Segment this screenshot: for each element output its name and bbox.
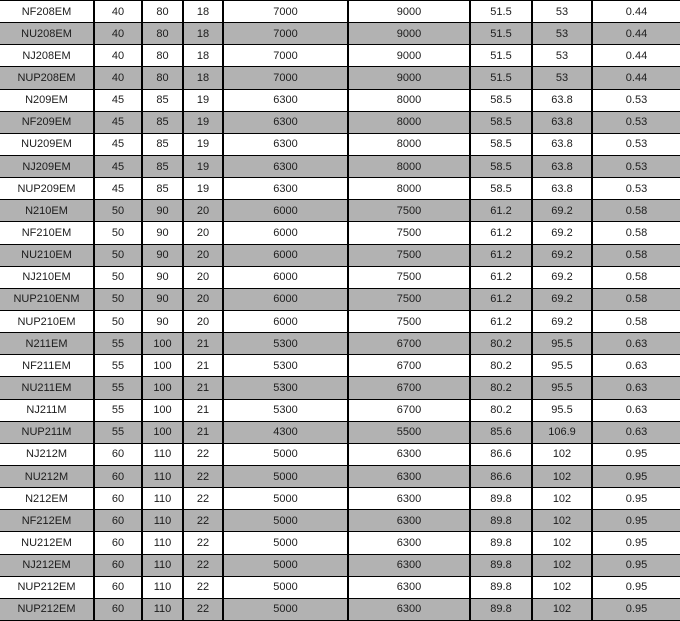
value-cell: 100 <box>143 400 184 421</box>
value-cell: 21 <box>184 355 224 376</box>
model-cell: NU210EM <box>0 245 95 266</box>
value-cell: 53 <box>533 67 593 88</box>
value-cell: 110 <box>143 510 184 531</box>
value-cell: 89.8 <box>471 532 533 553</box>
value-cell: 0.63 <box>625 381 648 394</box>
value-cell: 45 <box>95 156 143 177</box>
value-cell: 0.95 <box>625 470 648 483</box>
value-cell: 6000 <box>224 222 349 243</box>
value-cell: 110 <box>143 532 184 553</box>
value-cell: 95.5 <box>533 377 593 398</box>
value-cell: 80 <box>143 45 184 66</box>
value-cell: 63.8 <box>533 90 593 111</box>
value-cell: 21 <box>184 333 224 354</box>
value-cell: 110 <box>143 555 184 576</box>
value-cell: 90 <box>143 311 184 332</box>
value-cell: 110 <box>143 444 184 465</box>
value-cell: 61.2 <box>471 289 533 310</box>
value-cell: 0.63 <box>625 426 648 439</box>
value-cell: 6300 <box>349 555 471 576</box>
value-cell: 0.95 <box>625 559 648 572</box>
value-cell: 58.5 <box>471 178 533 199</box>
value-cell: 61.2 <box>471 222 533 243</box>
value-cell: 45 <box>95 90 143 111</box>
value-cell: 86.6 <box>471 466 533 487</box>
value-cell: 20 <box>184 289 224 310</box>
value-cell: 9000 <box>349 1 471 22</box>
value-cell: 5000 <box>224 488 349 509</box>
value-cell: 6700 <box>349 355 471 376</box>
value-cell: 55 <box>95 377 143 398</box>
model-cell: NU209EM <box>0 134 95 155</box>
value-cell: 60 <box>95 577 143 598</box>
value-cell: 6300 <box>224 178 349 199</box>
value-cell: 18 <box>184 67 224 88</box>
value-cell: 7500 <box>349 311 471 332</box>
value-cell: 0.95 <box>625 514 648 527</box>
value-cell: 50 <box>95 267 143 288</box>
value-cell: 90 <box>143 267 184 288</box>
value-cell: 6300 <box>224 156 349 177</box>
model-cell: NUP209EM <box>0 178 95 199</box>
value-cell: 58.5 <box>471 134 533 155</box>
value-cell: 53 <box>533 1 593 22</box>
value-cell: 60 <box>95 599 143 620</box>
value-cell: 85 <box>143 156 184 177</box>
value-cell: 7000 <box>224 23 349 44</box>
value-cell: 7500 <box>349 245 471 266</box>
value-cell: 102 <box>533 466 593 487</box>
value-cell: 69.2 <box>533 267 593 288</box>
model-cell: NUP210ENM <box>0 289 95 310</box>
table-row <box>0 178 680 200</box>
value-cell: 102 <box>533 555 593 576</box>
model-cell: NUP212EM <box>0 599 95 620</box>
value-cell: 7500 <box>349 289 471 310</box>
table-row <box>0 532 680 554</box>
value-cell: 80.2 <box>471 377 533 398</box>
value-cell: 80.2 <box>471 400 533 421</box>
value-cell: 19 <box>184 178 224 199</box>
value-cell: 85 <box>143 112 184 133</box>
value-cell: 6300 <box>349 466 471 487</box>
value-cell: 0.53 <box>625 160 648 173</box>
value-cell: 106.9 <box>533 422 593 443</box>
value-cell: 40 <box>95 67 143 88</box>
value-cell: 85 <box>143 90 184 111</box>
value-cell: 5000 <box>224 532 349 553</box>
value-cell: 61.2 <box>471 311 533 332</box>
value-cell: 0.53 <box>625 116 648 129</box>
value-cell: 22 <box>184 444 224 465</box>
value-cell: 19 <box>184 134 224 155</box>
value-cell: 5000 <box>224 555 349 576</box>
value-cell: 0.44 <box>625 49 648 62</box>
value-cell: 53 <box>533 45 593 66</box>
value-cell: 50 <box>95 200 143 221</box>
model-cell: NJ208EM <box>0 45 95 66</box>
value-cell: 55 <box>95 355 143 376</box>
value-cell: 51.5 <box>471 67 533 88</box>
table-row <box>0 599 680 621</box>
value-cell: 6700 <box>349 377 471 398</box>
value-cell: 22 <box>184 488 224 509</box>
value-cell: 6300 <box>349 532 471 553</box>
table-row <box>0 112 680 134</box>
value-cell: 5000 <box>224 599 349 620</box>
value-cell: 20 <box>184 245 224 266</box>
value-cell: 53 <box>533 23 593 44</box>
value-cell: 45 <box>95 178 143 199</box>
value-cell: 0.58 <box>625 204 648 217</box>
value-cell: 0.63 <box>625 404 648 417</box>
value-cell: 20 <box>184 311 224 332</box>
value-cell: 0.44 <box>625 5 648 18</box>
model-cell: NU208EM <box>0 23 95 44</box>
value-cell: 21 <box>184 422 224 443</box>
value-cell: 0.44 <box>625 71 648 84</box>
table-row <box>0 23 680 45</box>
table-row <box>0 45 680 67</box>
value-cell: 60 <box>95 488 143 509</box>
value-cell: 0.58 <box>625 249 648 262</box>
value-cell: 110 <box>143 599 184 620</box>
value-cell: 69.2 <box>533 222 593 243</box>
value-cell: 61.2 <box>471 245 533 266</box>
value-cell: 7500 <box>349 267 471 288</box>
value-cell: 102 <box>533 444 593 465</box>
model-cell: NU212M <box>0 466 95 487</box>
table-row <box>0 400 680 422</box>
value-cell: 7500 <box>349 200 471 221</box>
model-cell: NUP211M <box>0 422 95 443</box>
value-cell: 50 <box>95 311 143 332</box>
value-cell: 85 <box>143 134 184 155</box>
value-cell: 100 <box>143 422 184 443</box>
value-cell: 95.5 <box>533 355 593 376</box>
value-cell: 40 <box>95 1 143 22</box>
value-cell: 9000 <box>349 23 471 44</box>
value-cell: 51.5 <box>471 45 533 66</box>
value-cell: 63.8 <box>533 156 593 177</box>
value-cell: 5300 <box>224 377 349 398</box>
value-cell: 55 <box>95 422 143 443</box>
value-cell: 18 <box>184 45 224 66</box>
value-cell: 110 <box>143 577 184 598</box>
table-row <box>0 134 680 156</box>
value-cell: 0.53 <box>625 182 648 195</box>
value-cell: 60 <box>95 444 143 465</box>
value-cell: 6700 <box>349 333 471 354</box>
table-row <box>0 1 680 23</box>
value-cell: 8000 <box>349 112 471 133</box>
value-cell: 8000 <box>349 156 471 177</box>
model-cell: N209EM <box>0 90 95 111</box>
value-cell: 60 <box>95 532 143 553</box>
value-cell: 6000 <box>224 311 349 332</box>
table-row <box>0 510 680 532</box>
model-cell: NF211EM <box>0 355 95 376</box>
table-row <box>0 355 680 377</box>
table-row <box>0 466 680 488</box>
value-cell: 5300 <box>224 333 349 354</box>
table-row <box>0 289 680 311</box>
value-cell: 102 <box>533 532 593 553</box>
value-cell: 90 <box>143 289 184 310</box>
value-cell: 19 <box>184 156 224 177</box>
value-cell: 5000 <box>224 444 349 465</box>
value-cell: 40 <box>95 45 143 66</box>
value-cell: 80 <box>143 67 184 88</box>
value-cell: 61.2 <box>471 200 533 221</box>
value-cell: 6000 <box>224 245 349 266</box>
value-cell: 102 <box>533 488 593 509</box>
value-cell: 102 <box>533 599 593 620</box>
value-cell: 4300 <box>224 422 349 443</box>
value-cell: 85 <box>143 178 184 199</box>
value-cell: 69.2 <box>533 200 593 221</box>
value-cell: 102 <box>533 510 593 531</box>
table-row <box>0 267 680 289</box>
value-cell: 6300 <box>349 577 471 598</box>
value-cell: 22 <box>184 532 224 553</box>
table-row <box>0 311 680 333</box>
value-cell: 60 <box>95 510 143 531</box>
table-row <box>0 488 680 510</box>
model-cell: NJ212M <box>0 444 95 465</box>
value-cell: 95.5 <box>533 333 593 354</box>
value-cell: 100 <box>143 333 184 354</box>
value-cell: 89.8 <box>471 555 533 576</box>
value-cell: 6300 <box>224 112 349 133</box>
model-cell: N212EM <box>0 488 95 509</box>
model-cell: NU211EM <box>0 377 95 398</box>
value-cell: 8000 <box>349 90 471 111</box>
value-cell: 7000 <box>224 67 349 88</box>
value-cell: 0.53 <box>625 94 648 107</box>
value-cell: 45 <box>95 112 143 133</box>
table-row <box>0 222 680 244</box>
value-cell: 18 <box>184 23 224 44</box>
value-cell: 6300 <box>224 134 349 155</box>
value-cell: 5300 <box>224 355 349 376</box>
value-cell: 20 <box>184 267 224 288</box>
value-cell: 51.5 <box>471 1 533 22</box>
table-row <box>0 444 680 466</box>
value-cell: 55 <box>95 333 143 354</box>
value-cell: 69.2 <box>533 289 593 310</box>
value-cell: 6700 <box>349 400 471 421</box>
value-cell: 5000 <box>224 510 349 531</box>
model-cell: N210EM <box>0 200 95 221</box>
value-cell: 22 <box>184 577 224 598</box>
value-cell: 6000 <box>224 267 349 288</box>
model-cell: NF210EM <box>0 222 95 243</box>
value-cell: 50 <box>95 245 143 266</box>
value-cell: 0.63 <box>625 359 648 372</box>
value-cell: 50 <box>95 222 143 243</box>
value-cell: 5000 <box>224 577 349 598</box>
value-cell: 18 <box>184 1 224 22</box>
value-cell: 7500 <box>349 222 471 243</box>
value-cell: 86.6 <box>471 444 533 465</box>
value-cell: 6300 <box>349 444 471 465</box>
value-cell: 80 <box>143 23 184 44</box>
value-cell: 0.58 <box>625 293 648 306</box>
value-cell: 0.95 <box>625 536 648 549</box>
value-cell: 89.8 <box>471 577 533 598</box>
model-cell: NJ211M <box>0 400 95 421</box>
value-cell: 0.58 <box>625 271 648 284</box>
table-row <box>0 156 680 178</box>
table-row <box>0 200 680 222</box>
value-cell: 58.5 <box>471 112 533 133</box>
value-cell: 21 <box>184 400 224 421</box>
value-cell: 0.63 <box>625 337 648 350</box>
value-cell: 6000 <box>224 289 349 310</box>
value-cell: 22 <box>184 599 224 620</box>
value-cell: 85.6 <box>471 422 533 443</box>
value-cell: 22 <box>184 510 224 531</box>
model-cell: NU212EM <box>0 532 95 553</box>
value-cell: 8000 <box>349 178 471 199</box>
table-row <box>0 422 680 444</box>
value-cell: 100 <box>143 355 184 376</box>
table-row <box>0 377 680 399</box>
value-cell: 7000 <box>224 1 349 22</box>
value-cell: 95.5 <box>533 400 593 421</box>
value-cell: 58.5 <box>471 90 533 111</box>
value-cell: 90 <box>143 200 184 221</box>
model-cell: NUP212EM <box>0 577 95 598</box>
table-row <box>0 90 680 112</box>
value-cell: 89.8 <box>471 599 533 620</box>
value-cell: 60 <box>95 555 143 576</box>
value-cell: 9000 <box>349 45 471 66</box>
value-cell: 100 <box>143 377 184 398</box>
value-cell: 20 <box>184 222 224 243</box>
value-cell: 6000 <box>224 200 349 221</box>
model-cell: NUP210EM <box>0 311 95 332</box>
model-cell: N211EM <box>0 333 95 354</box>
value-cell: 110 <box>143 466 184 487</box>
model-cell: NJ209EM <box>0 156 95 177</box>
value-cell: 89.8 <box>471 488 533 509</box>
value-cell: 50 <box>95 289 143 310</box>
model-cell: NF209EM <box>0 112 95 133</box>
table-row <box>0 577 680 599</box>
value-cell: 5300 <box>224 400 349 421</box>
value-cell: 60 <box>95 466 143 487</box>
value-cell: 110 <box>143 488 184 509</box>
model-cell: NF212EM <box>0 510 95 531</box>
value-cell: 5000 <box>224 466 349 487</box>
value-cell: 80.2 <box>471 333 533 354</box>
value-cell: 102 <box>533 577 593 598</box>
value-cell: 69.2 <box>533 245 593 266</box>
value-cell: 0.44 <box>625 27 648 40</box>
value-cell: 9000 <box>349 67 471 88</box>
value-cell: 6300 <box>349 488 471 509</box>
value-cell: 63.8 <box>533 112 593 133</box>
value-cell: 80.2 <box>471 355 533 376</box>
value-cell: 0.95 <box>625 603 648 616</box>
value-cell: 80 <box>143 1 184 22</box>
value-cell: 22 <box>184 466 224 487</box>
value-cell: 89.8 <box>471 510 533 531</box>
value-cell: 40 <box>95 23 143 44</box>
value-cell: 0.95 <box>625 581 648 594</box>
table-row <box>0 245 680 267</box>
model-cell: NUP208EM <box>0 67 95 88</box>
value-cell: 5500 <box>349 422 471 443</box>
value-cell: 90 <box>143 245 184 266</box>
value-cell: 55 <box>95 400 143 421</box>
value-cell: 19 <box>184 112 224 133</box>
model-cell: NJ212EM <box>0 555 95 576</box>
table-row <box>0 555 680 577</box>
value-cell: 7000 <box>224 45 349 66</box>
value-cell: 0.53 <box>625 138 648 151</box>
value-cell: 0.95 <box>625 492 648 505</box>
value-cell: 90 <box>143 222 184 243</box>
table-row <box>0 333 680 355</box>
value-cell: 6300 <box>224 90 349 111</box>
model-cell: NF208EM <box>0 1 95 22</box>
value-cell: 51.5 <box>471 23 533 44</box>
value-cell: 58.5 <box>471 156 533 177</box>
value-cell: 20 <box>184 200 224 221</box>
value-cell: 69.2 <box>533 311 593 332</box>
value-cell: 6300 <box>349 510 471 531</box>
value-cell: 45 <box>95 134 143 155</box>
model-cell: NJ210EM <box>0 267 95 288</box>
value-cell: 19 <box>184 90 224 111</box>
value-cell: 22 <box>184 555 224 576</box>
value-cell: 63.8 <box>533 178 593 199</box>
value-cell: 61.2 <box>471 267 533 288</box>
value-cell: 21 <box>184 377 224 398</box>
value-cell: 63.8 <box>533 134 593 155</box>
value-cell: 0.58 <box>625 315 648 328</box>
value-cell: 8000 <box>349 134 471 155</box>
value-cell: 0.95 <box>625 448 648 461</box>
value-cell: 6300 <box>349 599 471 620</box>
value-cell: 0.58 <box>625 226 648 239</box>
table-row <box>0 67 680 89</box>
